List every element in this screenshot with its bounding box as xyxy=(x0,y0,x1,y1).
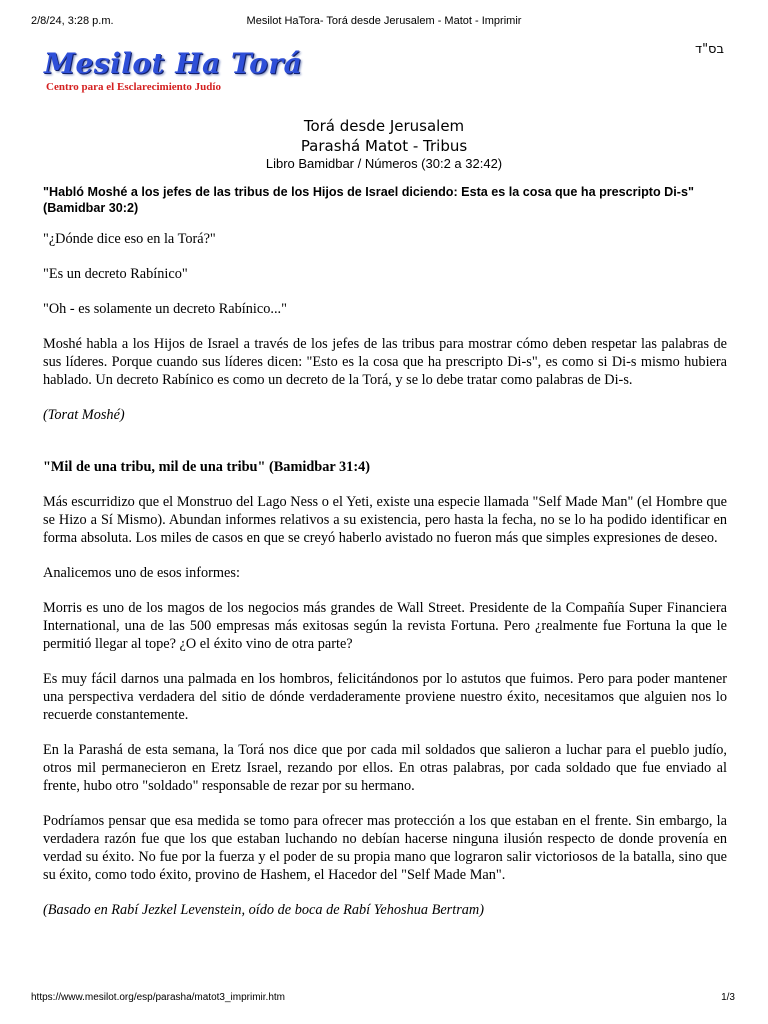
paragraph: Analicemos uno de esos informes: xyxy=(43,565,240,581)
article-body xyxy=(43,184,727,936)
logo-wordmark: Mesilot Ha Torá xyxy=(44,47,303,80)
page-number: 1/3 xyxy=(721,992,735,1003)
print-page-title: Mesilot HaTora- Torá desde Jerusalem - Matot - Imprimir xyxy=(246,15,522,27)
source-citation: (Torat Moshé) xyxy=(43,407,125,423)
page-url: https://www.mesilot.org/esp/parasha/matot3_imprimir.htm xyxy=(31,992,285,1003)
bsd-mark: בס"ד xyxy=(694,42,724,57)
source-citation: (Basado en Rabí Jezkel Levenstein, oído de boca de Rabí Yehoshua Bertram) xyxy=(43,902,484,918)
paragraph: "Es un decreto Rabínico" xyxy=(43,266,188,282)
parasha-title: Parashá Matot - Tribus xyxy=(300,137,468,155)
paragraph: "¿Dónde dice eso en la Torá?" xyxy=(43,231,216,247)
book-reference: Libro Bamidbar / Números (30:2 a 32:42) xyxy=(265,156,503,171)
logo-tagline: Centro para el Esclarecimiento Judío xyxy=(46,81,221,93)
paragraph: En la Parashá de esta semana, la Torá nos dice que por cada mil soldados que salieron a luchar para el pueblo judío, otros mil permanecieron en Eretz Israel, rezando por ellos. En otras palabras, por cada soldado que fue enviado al frente, hubo otro "soldado" responsable de rezar por su hermano. xyxy=(43,742,727,794)
verse-quote: "Habló Moshé a los jefes de las tribus de los Hijos de Israel diciendo: Esta es la cosa que ha prescripto Di-s" (Bamidbar 30:2) xyxy=(43,185,694,215)
print-datetime: 2/8/24, 3:28 p.m. xyxy=(31,15,114,27)
paragraph: Podríamos pensar que esa medida se tomo para ofrecer mas protección a los que estaban en el frente. Sin embargo, la verdadera razón fue que los que estaban luchando no debían hacerse ninguna ilusión respecto de donde provenía en verdad su éxito. No fue por la fuerza y el poder de su propia mano que lograron salir victoriosos de la batalla, sino que su éxito, como todo éxito, provino de Hashem, el Hacedor del "Self Made Man". xyxy=(43,813,727,883)
page-title: Torá desde Jerusalem xyxy=(303,117,465,135)
paragraph: Más escurridizo que el Monstruo del Lago Ness o el Yeti, existe una especie llamada "Self Made Man" (el Hombre que se Hizo a Sí Mismo). Abundan informes relativos a su existencia, pero hasta la fecha, no se lo ha podido identificar en forma absoluta. Los miles de casos en que se creyó haberlo avistado no fueron más que simples expresiones de deseo. xyxy=(43,494,727,546)
section-heading: "Mil de una tribu, mil de una tribu" (Bamidbar 31:4) xyxy=(43,459,370,475)
paragraph: "Oh - es solamente un decreto Rabínico..." xyxy=(43,301,287,317)
site-logo xyxy=(44,47,303,93)
paragraph: Moshé habla a los Hijos de Israel a través de los jefes de las tribus para mostrar cómo deben respetar las palabras de sus líderes. Porque cuando sus líderes dicen: "Esto es la cosa que ha prescripto Di-s", es como si Di-s mismo hubiera hablado. Un decreto Rabínico es como un decreto de la Torá, y se lo debe tratar como palabras de Di-s. xyxy=(43,336,727,388)
paragraph: Morris es uno de los magos de los negocios más grandes de Wall Street. Presidente de la Compañía Super Financiera International, una de las 500 empresas más exitosas según la revista Fortuna. Pero ¿realmente fue Fortuna la que le permitió llegar al tope? ¿O el éxito vino de otra parte? xyxy=(43,600,727,652)
page-titles xyxy=(0,116,768,172)
paragraph: Es muy fácil darnos una palmada en los hombros, felicitándonos por lo astutos que fuimos. Pero para poder mantener una perspectiva verdadera del sitio de dónde verdaderamente proviene nuestro éxito, necesitamos que alguien nos lo recuerde constantemente. xyxy=(43,671,727,723)
